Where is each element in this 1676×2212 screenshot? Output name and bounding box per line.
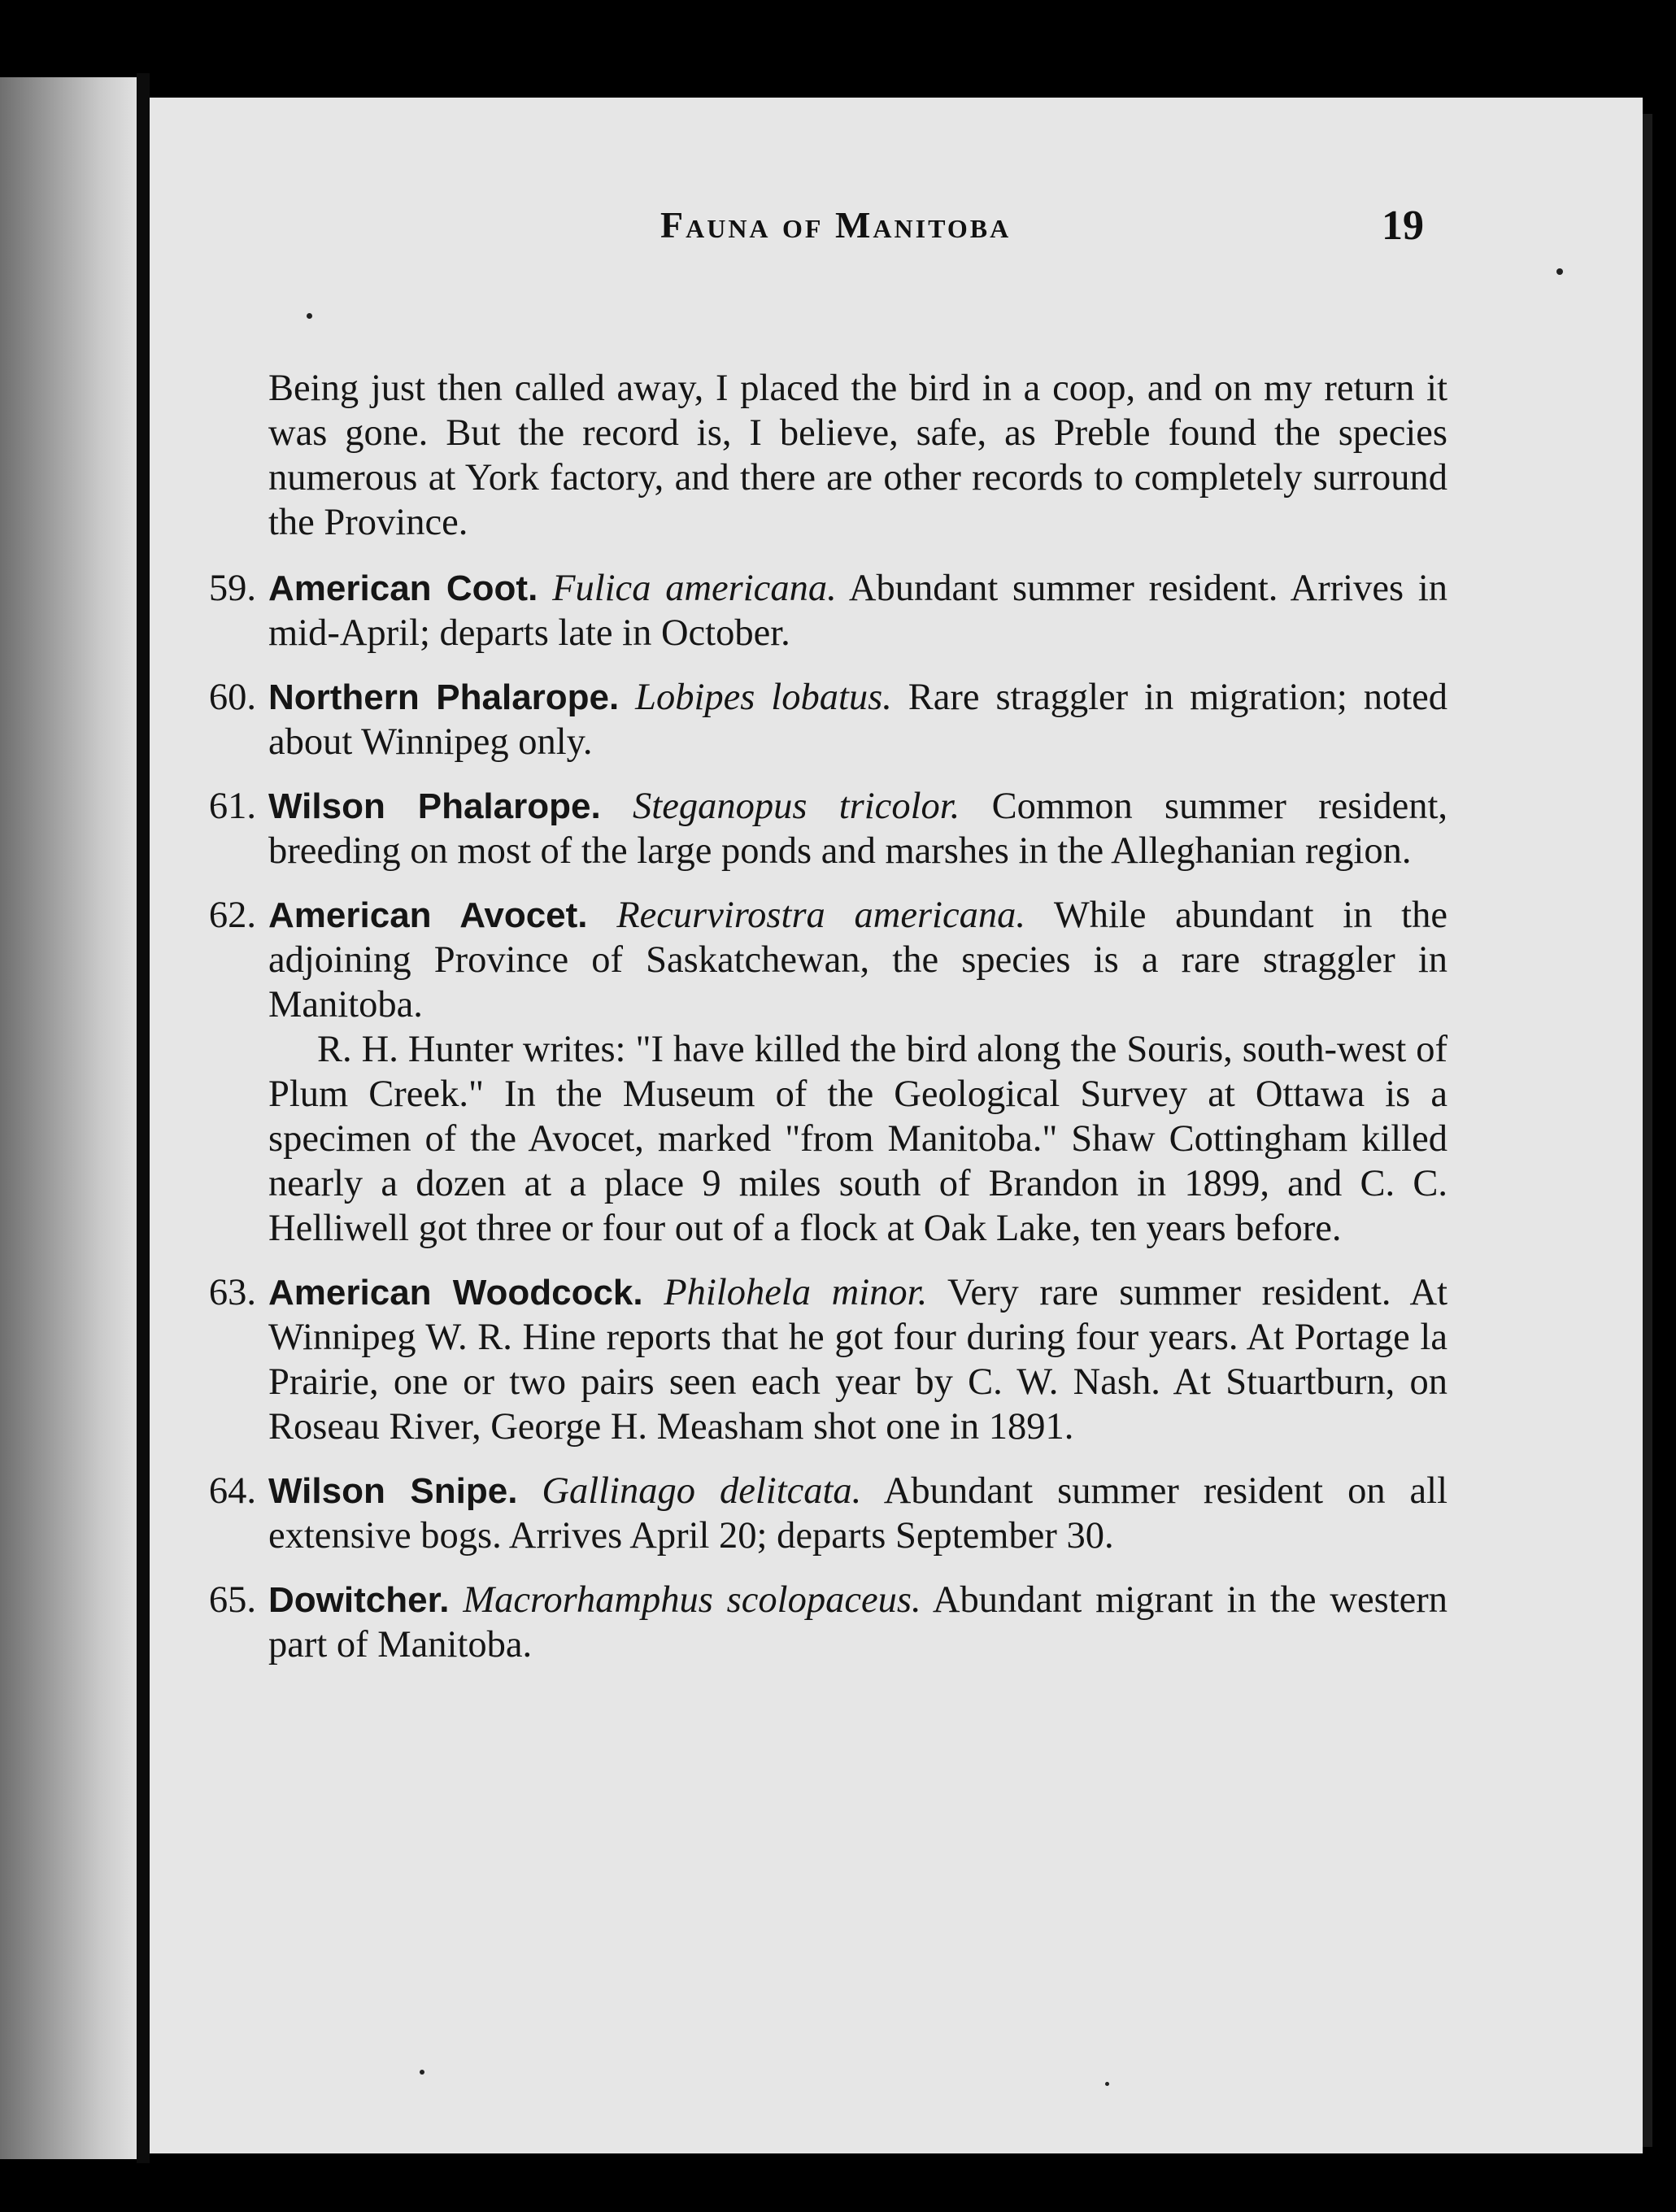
entry-text: Common summer resident, breeding on most of the large ponds and marshes in the Alleghanian region.: [268, 786, 1448, 872]
common-name: Wilson Phalarope.: [268, 786, 601, 826]
entry-number: 63.: [208, 1272, 256, 1313]
entry-text: While abundant in the adjoining Province of Saskatchewan, the species is a rare straggler in Manitoba.: [268, 895, 1447, 1025]
species-entry-60: [208, 675, 1448, 764]
scientific-name: Lobipes lobatus.: [635, 677, 892, 718]
entry-number: 59.: [208, 568, 256, 609]
scientific-name: Fulica americana.: [552, 568, 837, 609]
entry-text: Rare straggler in migration; noted about Winnipeg only.: [268, 677, 1448, 763]
species-entry-63: [208, 1270, 1448, 1449]
scientific-name: Gallinago delitcata.: [542, 1470, 862, 1512]
species-entry-65: [208, 1578, 1447, 1667]
entry-number: 65.: [208, 1579, 256, 1621]
entry-number: 61.: [208, 786, 256, 827]
scientific-name: Macrorhamphus scolopaceus.: [463, 1579, 921, 1621]
entry-number: 64.: [208, 1470, 256, 1512]
speck: [420, 2070, 424, 2075]
entry-text: Abundant summer resident. Arrives in mid-April; departs late in October.: [268, 568, 1448, 654]
page-number: 19: [1382, 202, 1424, 249]
entry-number: 60.: [208, 677, 256, 718]
page-body: [208, 366, 1448, 1687]
facing-page-edge: [0, 77, 142, 2159]
speck: [307, 313, 312, 319]
entry-text: Very rare summer resident. At Winnipeg W. R. Hine reports that he got four during four years. At Portage la Prairie, one or two pairs seen each year by C. W. Nash. At Stuartburn, on Roseau River, George H. Measham shot one in 1891.: [268, 1272, 1448, 1448]
entry-text: Abundant summer resident on all extensive bogs. Arrives April 20; departs September 30.: [268, 1470, 1448, 1557]
scientific-name: Steganopus tricolor.: [633, 786, 960, 827]
page-right-border: [1643, 114, 1652, 2147]
book-spine: [137, 73, 150, 2163]
common-name: Dowitcher.: [268, 1580, 450, 1620]
common-name: American Woodcock.: [268, 1273, 643, 1313]
entry-number: 62.: [208, 895, 256, 936]
common-name: American Avocet.: [268, 895, 588, 935]
scientific-name: Philohela minor.: [664, 1272, 928, 1313]
common-name: American Coot.: [268, 568, 538, 608]
species-entry-62: [208, 893, 1447, 1251]
common-name: Northern Phalarope.: [268, 677, 620, 717]
continuation-paragraph: Being just then called away, I placed the bird in a coop, and on my return it was gone. But the record is, I believe, safe, as Preble found the species numerous at York factory, and there are other records to completely surround the Province.: [268, 368, 1447, 543]
running-title: Fauna of Manitoba: [660, 204, 1012, 246]
common-name: Wilson Snipe.: [268, 1471, 518, 1511]
scientific-name: Recurvirostra americana.: [616, 895, 1025, 936]
entry-text: Abundant migrant in the western part of Manitoba.: [268, 1579, 1447, 1666]
entry-text-second-paragraph: R. H. Hunter writes: "I have killed the bird along the Souris, south-west of Plum Creek." In the Museum of the Geological Survey at Ottawa is a specimen of the Avocet, marked "from Manitoba." Shaw Cottingham killed nearly a dozen at a place 9 miles south of Brandon in 1899, and C. C. Helliwell got three or four out of a flock at Oak Lake, ten years before.: [268, 1029, 1447, 1249]
species-entry-59: [208, 566, 1448, 655]
speck: [1105, 2082, 1109, 2086]
species-entry-61: [208, 784, 1448, 873]
species-entry-64: [208, 1469, 1448, 1558]
speck: [1556, 268, 1563, 275]
